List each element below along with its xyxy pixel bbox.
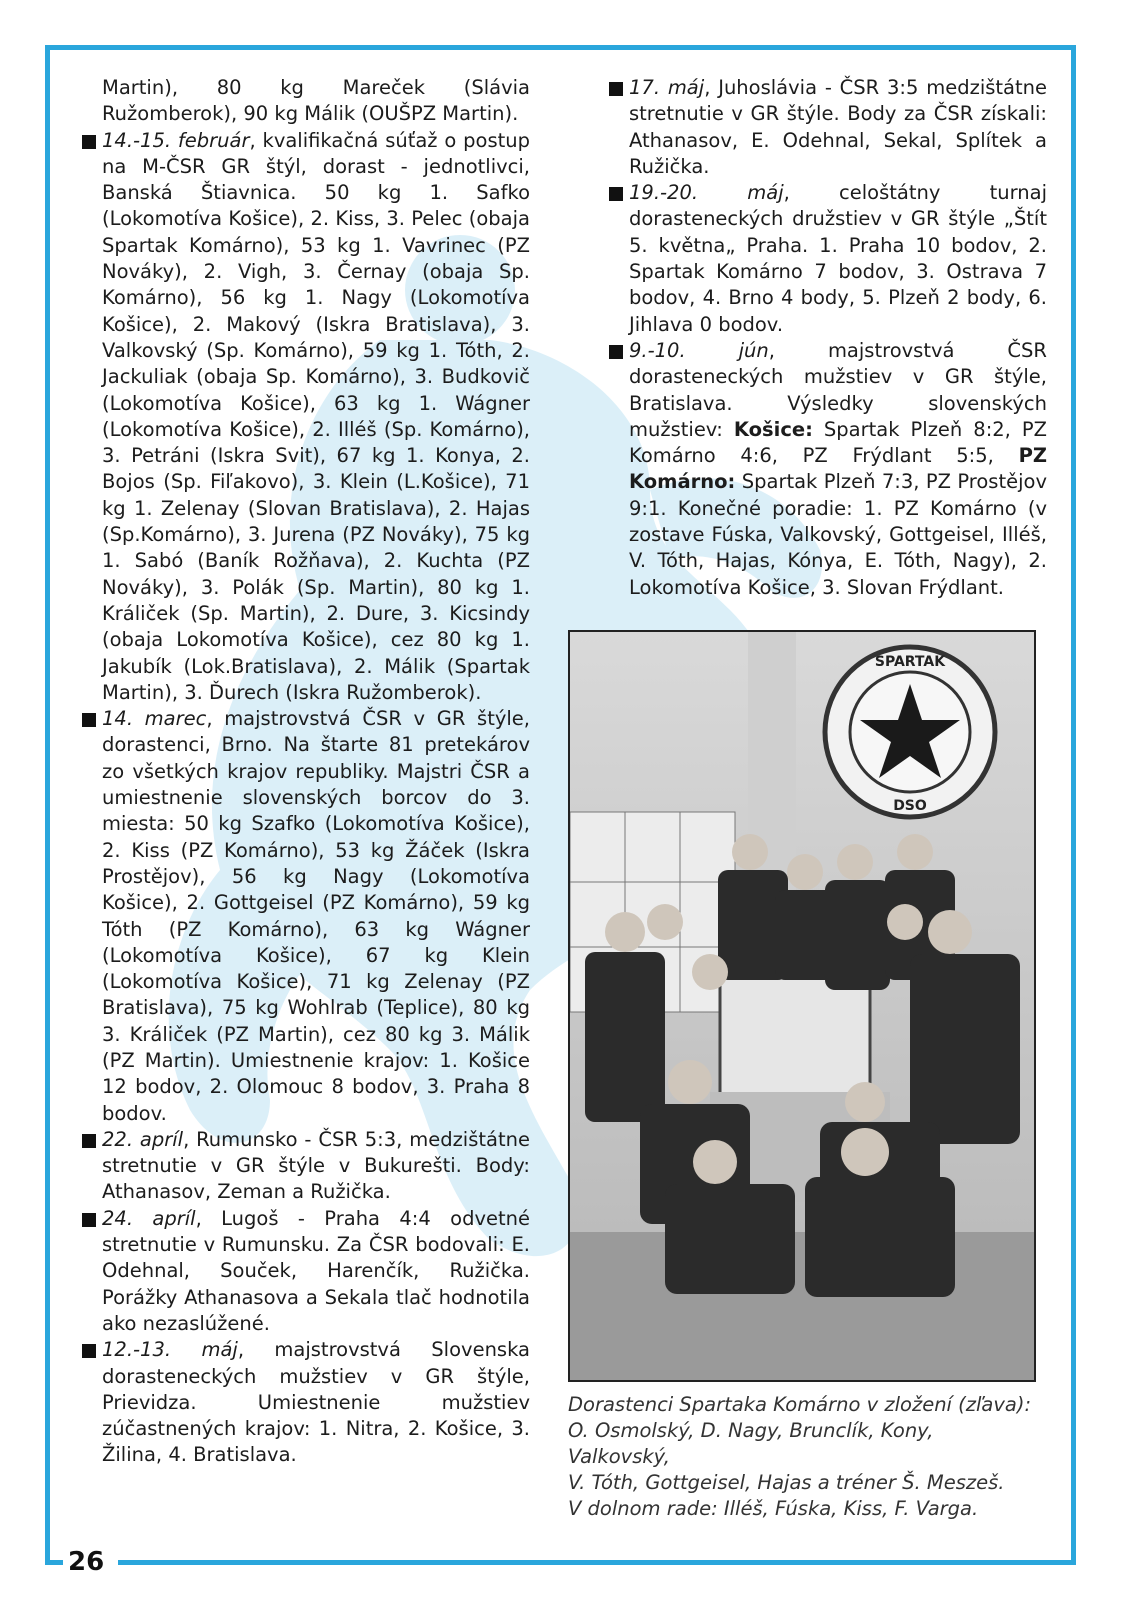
entry-text: , Lugoš - Praha 4:4 odvetné stretnutie v Rumunsku. Za ČSR bodovali: E. Odehnal, Souček, Harenčík, Ružička. Porážky Athanasova a Sekala tlač hodnotila ako nezaslúžené. [102, 1206, 530, 1335]
page-number: 26 [68, 1547, 105, 1577]
entry-12-13-maj [80, 1337, 530, 1468]
entry-17-maj [607, 75, 1047, 180]
entry-text: , kvalifikačná súťaž o postup na M-ČSR GR štýl, dorast - jednotlivci, Banská Štiavnica. 50 kg 1. Safko (Lokomotíva Košice), 2. Kiss, 3. Pelec (obaja Spartak Komárno), 53 kg 1. Vavrinec (PZ Nováky), 2. Vigh, 3. Černay (obaja Sp. Komárno), 56 kg 1. Nagy (Lokomotíva Košice), 2. Makový (Iskra Bratislava), 3. Valkovský (Sp. Komárno), 59 kg 1. Tóth, 2. Jackuliak (obaja Sp. Komárno), 3. Budkovič (Lokomotíva Košice), 63 kg 1. Wágner (Lokomotíva Košice), 2. Illéš (Sp. Komárno), 3. Petráni (Iskra Svit), 67 kg 1. Konya, 2. Bojos (Sp. Fiľakovo), 3. Klein (L.Košice), 71 kg 1. Zelenay (Slovan Bratislava), 2. Hajas (Sp.Komárno), 3. Jurena (PZ Nováky), 75 kg 1. Sabó (Baník Rožňava), 2. Kuchta (PZ Nováky), 3. Polák (Sp. Martin), 80 kg 1. Králiček (Sp. Martin), 2. Dure, 3. Kicsindy (obaja Lokomotíva Košice), cez 80 kg 1. Jakubík (Lok.Bratislava), 2. Málik (Spartak Martin), 3. Ďurech (Iskra Ružomberok). [102, 128, 530, 704]
entry-text: Martin), 80 kg Mareček (Slávia Ružomberok), 90 kg Málik (OUŠPZ Martin). [102, 76, 530, 126]
square-bullet-icon [609, 345, 623, 359]
square-bullet-icon [609, 187, 623, 201]
team-photo-illustration [570, 632, 1034, 1380]
entry-date: 22. apríl [102, 1127, 184, 1151]
entry-date: 9.-10. jún [629, 338, 769, 362]
caption-line: V dolnom rade: Illéš, Fúska, Kiss, F. Varga. [568, 1497, 979, 1520]
square-bullet-icon [82, 713, 96, 727]
entry-19-20-maj [607, 180, 1047, 338]
entry-date: 19.-20. máj [629, 181, 784, 205]
left-column [80, 75, 530, 1469]
photo-caption [568, 1392, 1038, 1522]
team-photo [568, 630, 1036, 1382]
entry-continuation [80, 75, 530, 128]
entry-date: 14.-15. február [102, 128, 250, 152]
entry-text: Spartak Plzeň 8:2, PZ Komárno 4:6, PZ Frýdlant 5:5, [629, 417, 1047, 468]
entry-text: , majstrovstvá ČSR v GR štýle, dorastenci, Brno. Na štarte 81 pretekárov zo všetkých krajov republiky. Majstri ČSR a umiestnenie slovenských borcov do 3. miesta: 50 kg Szafko (Lokomotíva Košice), 2. Kiss (PZ Komárno), 53 kg Žáček (Iskra Prostějov), 56 kg Nagy (Lokomotíva Košice), 2. Gottgeisel (PZ Komárno), 59 kg Tóth (PZ Komárno), 63 kg Wágner (Lokomotíva Košice), 67 kg Klein (Lokomotíva Košice), 71 kg Zelenay (PZ Bratislava), 75 kg Wohlrab (Teplice), 80 kg 3. Králiček (PZ Martin), cez 80 kg 3. Málik (PZ Martin). Umiestnenie krajov: 1. Košice 12 bodov, 2. Olomouc 8 bodov, 3. Praha 8 bodov. [102, 707, 530, 1125]
spartak-emblem [825, 647, 995, 817]
entry-9-10-jun [607, 338, 1047, 601]
square-bullet-icon [82, 1344, 96, 1358]
entry-text: , majstrovstvá ČSR dorasteneckých mužstiev v GR štýle, Bratislava. Výsledky slovenských mužstiev: [629, 338, 1047, 441]
entry-date: 14. marec [102, 707, 207, 731]
entry-text: , majstrovstvá Slovenska dorasteneckých mužstiev v GR štýle, Prievidza. Umiestnenie mužstiev zúčastnených krajov: 1. Nitra, 2. Košice, 3. Žilina, 4. Bratislava. [102, 1338, 530, 1467]
caption-line: V. Tóth, Gottgeisel, Hajas a tréner Š. Meszeš. [568, 1471, 1005, 1494]
square-bullet-icon [82, 135, 96, 149]
entry-text: Spartak Plzeň 7:3, PZ Prostějov 9:1. Konečné poradie: 1. PZ Komárno (v zostave Fúska, Valkovský, Gottgeisel, Illéš, V. Tóth, Hajas, Kónya, E. Tóth, Nagy), 2. Lokomotíva Košice, 3. Slovan Frýdlant. [629, 470, 1047, 599]
entry-date: 12.-13. máj [102, 1338, 238, 1362]
entry-text: , Juhoslávia - ČSR 3:5 medzištátne stretnutie v GR štýle. Body za ČSR získali: Athanasov, E. Odehnal, Sekal, Splítek a Ružička. [629, 76, 1047, 178]
emblem-bottom-text: DSO [893, 798, 927, 814]
entry-14-15-februar [80, 128, 530, 707]
entry-14-marec [80, 706, 530, 1127]
frame-bottom-rule-left [45, 1560, 63, 1565]
entry-date: 24. apríl [102, 1206, 196, 1230]
caption-line: Dorastenci Spartaka Komárno v zložení (zľava): [568, 1393, 1032, 1416]
entry-text: , Rumunsko - ČSR 5:3, medzištátne stretnutie v GR štýle v Bukurešti. Body: Athanasov, Zeman a Ružička. [102, 1127, 530, 1204]
square-bullet-icon [82, 1213, 96, 1227]
entry-date: 17. máj [629, 76, 705, 99]
entry-text: , celoštátny turnaj dorasteneckých družstiev v GR štýle „Štít 5. května„ Praha. 1. Praha 10 bodov, 2. Spartak Komárno 7 bodov, 3. Ostrava 7 bodov, 4. Brno 4 body, 5. Plzeň 2 body, 6. Jihlava 0 bodov. [629, 181, 1047, 336]
caption-line: O. Osmolský, D. Nagy, Brunclík, Kony, Valkovský, [568, 1419, 934, 1468]
right-column [607, 75, 1047, 601]
square-bullet-icon [82, 1134, 96, 1148]
emblem-top-text: SPARTAK [874, 654, 946, 670]
entry-22-april [80, 1127, 530, 1206]
team-komarno-label: PZ Komárno: [629, 444, 1047, 494]
entry-24-april [80, 1206, 530, 1337]
square-bullet-icon [609, 82, 623, 96]
team-kosice-label: Košice: [733, 417, 813, 441]
frame-bottom-rule-right [118, 1560, 1076, 1565]
